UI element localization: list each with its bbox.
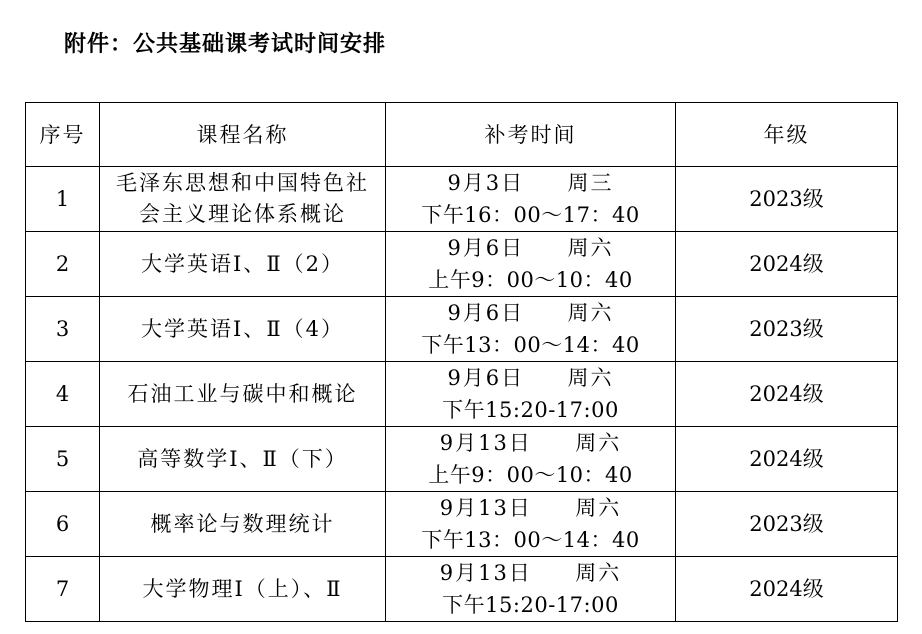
row-number: 2 — [26, 232, 100, 297]
exam-time-cell — [386, 362, 676, 427]
course-name: 大学英语Ⅰ、Ⅱ（2） — [141, 251, 344, 276]
exam-time: 下午13：00～14：40 — [421, 528, 640, 552]
grade-cell: 2024级 — [676, 427, 898, 492]
row-number: 5 — [26, 427, 100, 492]
row-number: 6 — [26, 492, 100, 557]
exam-time-cell — [386, 232, 676, 297]
course-name-cell — [100, 492, 386, 557]
course-name-cell — [100, 557, 386, 622]
course-name: 概率论与数理统计 — [150, 511, 335, 536]
exam-date: 9月3日 周三 — [447, 171, 614, 195]
row-number: 1 — [26, 167, 100, 232]
exam-time: 上午9：00～10：40 — [428, 463, 633, 487]
exam-time-cell — [386, 297, 676, 362]
exam-time-cell — [386, 492, 676, 557]
exam-date: 9月6日 周六 — [447, 301, 614, 325]
grade-cell: 2024级 — [676, 362, 898, 427]
exam-time: 下午15:20-17:00 — [442, 398, 619, 422]
course-name: 石油工业与碳中和概论 — [127, 381, 358, 406]
table-row — [26, 492, 898, 557]
course-name-cell — [100, 297, 386, 362]
course-name: 高等数学Ⅰ、Ⅱ（下） — [137, 446, 348, 471]
exam-time-cell — [386, 427, 676, 492]
course-name: 大学英语Ⅰ、Ⅱ（4） — [141, 316, 344, 341]
header-makeup-exam-time: 补考时间 — [386, 103, 676, 167]
course-name-cell — [100, 167, 386, 232]
exam-time: 下午16：00～17：40 — [421, 203, 640, 227]
table-row — [26, 362, 898, 427]
exam-time-cell — [386, 167, 676, 232]
grade-cell: 2023级 — [676, 297, 898, 362]
exam-date: 9月13日 周六 — [439, 561, 622, 585]
grade-cell: 2024级 — [676, 232, 898, 297]
table-row — [26, 557, 898, 622]
exam-date: 9月13日 周六 — [439, 431, 622, 455]
table-row — [26, 297, 898, 362]
course-name-cell — [100, 362, 386, 427]
exam-schedule-table — [25, 102, 898, 622]
exam-time-cell — [386, 557, 676, 622]
table-header-row — [26, 103, 898, 167]
document-title: 附件：公共基础课考试时间安排 — [64, 32, 387, 57]
grade-cell: 2024级 — [676, 557, 898, 622]
row-number: 4 — [26, 362, 100, 427]
header-grade: 年级 — [676, 103, 898, 167]
exam-date: 9月6日 周六 — [447, 236, 614, 260]
row-number: 3 — [26, 297, 100, 362]
course-name: 大学物理Ⅰ（上）、Ⅱ — [142, 576, 343, 601]
course-name-cell — [100, 232, 386, 297]
exam-time: 上午9：00～10：40 — [428, 268, 633, 292]
table-row — [26, 232, 898, 297]
header-course-name: 课程名称 — [100, 103, 386, 167]
table-row — [26, 427, 898, 492]
course-name: 毛泽东思想和中国特色社会主义理论体系概论 — [116, 171, 369, 226]
exam-date: 9月13日 周六 — [439, 496, 622, 520]
row-number: 7 — [26, 557, 100, 622]
exam-time: 下午13：00～14：40 — [421, 333, 640, 357]
exam-date: 9月6日 周六 — [447, 366, 614, 390]
exam-time: 下午15:20-17:00 — [442, 593, 619, 617]
course-name-cell — [100, 427, 386, 492]
header-sequence-number: 序号 — [26, 103, 100, 167]
grade-cell: 2023级 — [676, 492, 898, 557]
grade-cell: 2023级 — [676, 167, 898, 232]
table-row — [26, 167, 898, 232]
